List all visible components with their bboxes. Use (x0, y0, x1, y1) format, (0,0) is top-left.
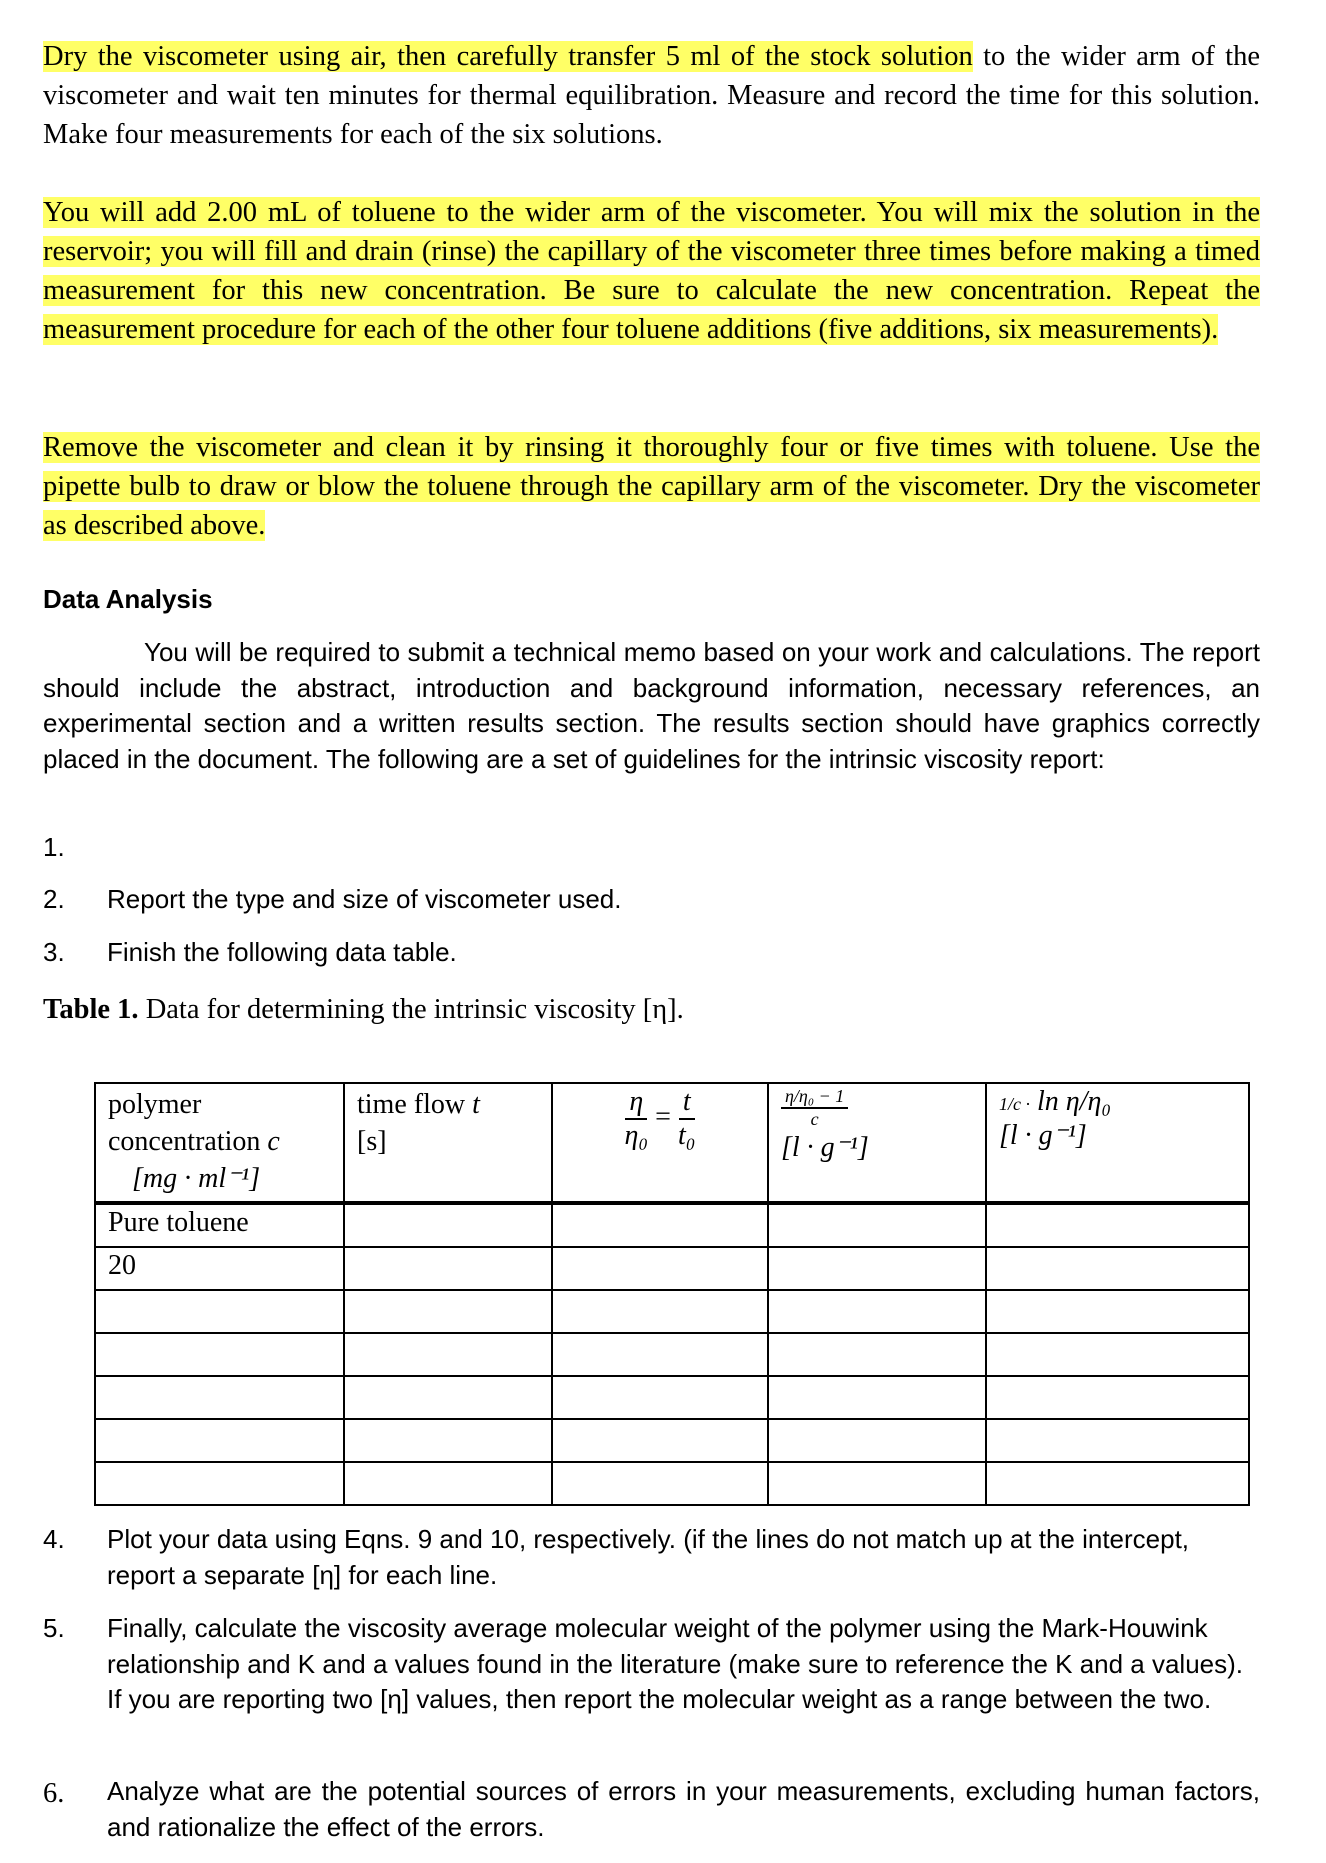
list-item-text: Plot your data using Eqns. 9 and 10, respectively. (if the lines do not match up at the intercept, report a separate [η] for each line. (107, 1524, 1190, 1590)
header-relative-viscosity: $\frac{\eta}{\text{η₀}}$ = $\frac{t}{\text{t₀}}$ (552, 1083, 768, 1203)
table-caption (43, 990, 684, 1029)
list-number: 4. (43, 1524, 65, 1554)
table-row (95, 1290, 1249, 1333)
list-item-text: Report the type and size of viscometer used. (107, 884, 622, 914)
highlighted-text: Dry the viscometer using air, then carefully transfer 5 ml of the stock solution (43, 41, 973, 72)
header-time-flow: time flow t [s] (344, 1083, 552, 1203)
paragraph-cleaning (43, 428, 1260, 545)
header-reduced-viscosity: $\frac{\text{η/η₀ − 1}}{c}$ [l · g⁻¹] (768, 1083, 986, 1203)
paragraph-transfer (43, 37, 1260, 154)
list-item-text: Finish the following data table. (107, 937, 457, 967)
list-number: 6. (43, 1778, 65, 1809)
data-table (94, 1082, 1250, 1506)
list-item-text: Finally, calculate the viscosity average molecular weight of the polymer using the Mark-Houwink relationship and K and a values found in the literature (make sure to reference the K and a values). If you are reporting two [η] values, then report the molecular weight as a range between the two. (107, 1613, 1244, 1714)
paragraph-toluene-addition (43, 193, 1260, 349)
list-number: 5. (43, 1613, 65, 1643)
highlighted-text: Remove the viscometer and clean it by rinsing it thoroughly four or five times with toluene. Use the pipette bulb to draw or blow the toluene through the capillary arm of the viscometer. Dry the viscometer as described above. (43, 432, 1260, 541)
section-heading: Data Analysis (43, 584, 213, 614)
table-cell: Pure toluene (95, 1203, 344, 1247)
table-row (95, 1462, 1249, 1505)
table-cell: 20 (95, 1247, 344, 1290)
list-number: 3. (43, 937, 65, 967)
table-row (95, 1247, 1249, 1290)
header-inherent-viscosity: 1/c · ln η/η₀ [l · g⁻¹] (986, 1083, 1249, 1203)
table-row (95, 1419, 1249, 1462)
caption-text: Data for determining the intrinsic viscosity [η]. (138, 994, 684, 1025)
table-row (95, 1203, 1249, 1247)
table-row (95, 1376, 1249, 1419)
header-concentration: polymer concentration c [mg · ml⁻¹] (95, 1083, 344, 1203)
list-number: 1. (43, 832, 65, 862)
table-header-row (95, 1083, 1249, 1203)
list-item-text: Analyze what are the potential sources of errors in your measurements, excluding human factors, and rationalize the effect of the errors. (107, 1776, 1260, 1842)
highlighted-text: You will add 2.00 mL of toluene to the wider arm of the viscometer. You will mix the solution in the reservoir; you will fill and drain (rinse) the capillary of the viscometer three times before making a timed measurement for this new concentration. Be sure to calculate the new concentration. Repeat the measurement procedure for each of the other four toluene additions (five additions, six measurements). (43, 197, 1260, 345)
table-row (95, 1333, 1249, 1376)
list-number: 2. (43, 884, 65, 914)
data-analysis-intro: You will be required to submit a technical memo based on your work and calculations. The report should include the abstract, introduction and background information, necessary references, an experimental section and a written results section. The results section should have graphics correctly placed in the document. The following are a set of guidelines for the intrinsic viscosity report: (43, 637, 1260, 774)
caption-label: Table 1. (43, 994, 139, 1025)
paragraph-text: to the wider arm of the viscometer and wait ten minutes for thermal equilibration. Measure and record the time for this solution. Make four measurements for each of the six solutions. (43, 41, 1260, 150)
